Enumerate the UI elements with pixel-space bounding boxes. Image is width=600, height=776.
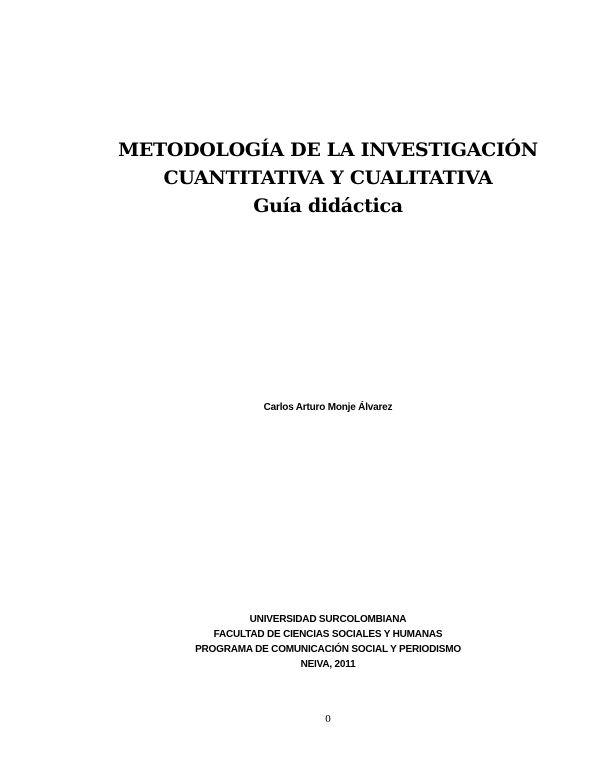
program-name: PROGRAMA DE COMUNICACIÓN SOCIAL Y PERIODISMO [195, 644, 461, 655]
title-line-2: CUANTITATIVA Y CUALITATIVA [163, 167, 493, 189]
faculty-name: FACULTAD DE CIENCIAS SOCIALES Y HUMANAS [213, 629, 443, 640]
document-title [0, 136, 600, 220]
title-line-1: METODOLOGÍA DE LA INVESTIGACIÓN [118, 139, 538, 161]
institution-block [0, 612, 600, 672]
author-name: Carlos Arturo Monje Álvarez [263, 402, 393, 413]
university-name: UNIVERSIDAD SURCOLOMBIANA [249, 614, 407, 625]
subtitle: Guía didáctica [253, 195, 403, 217]
place-date: NEIVA, 2011 [300, 659, 356, 670]
page-number: 0 [325, 713, 331, 725]
